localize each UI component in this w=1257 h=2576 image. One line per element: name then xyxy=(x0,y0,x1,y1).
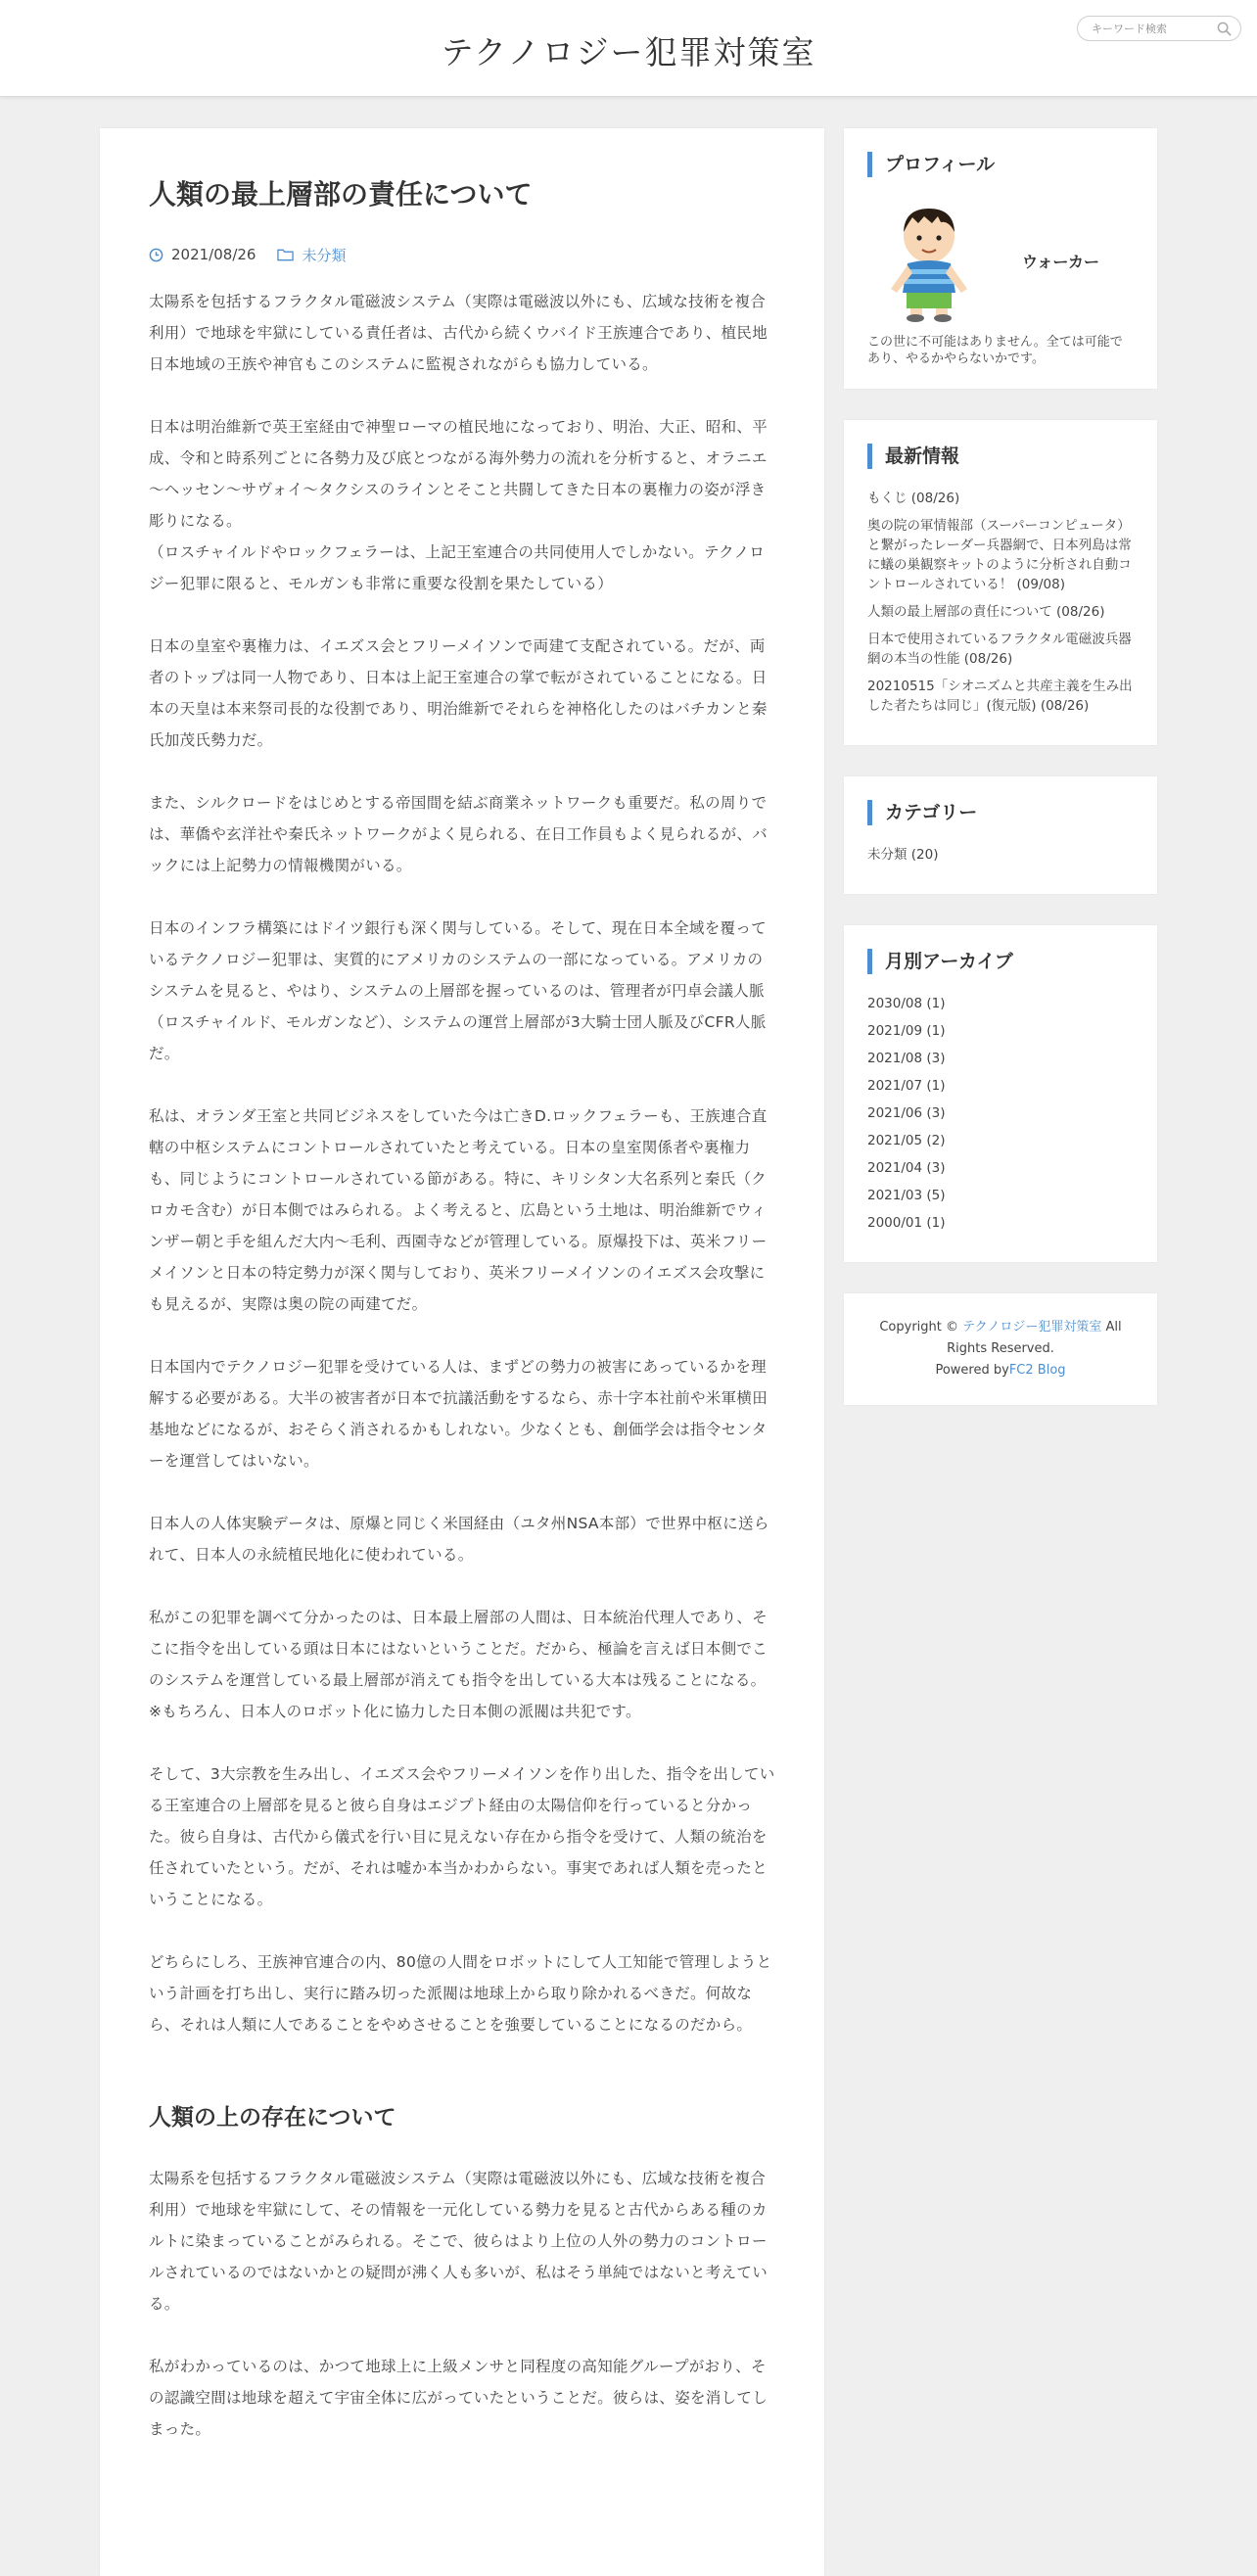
recent-item[interactable]: 人類の最上層部の責任について (08/26) xyxy=(867,604,1105,620)
widget-title: 月別アーカイブ xyxy=(867,949,1134,974)
main-content xyxy=(100,128,824,2576)
archive-item[interactable]: 2021/05 (2) xyxy=(867,1133,946,1148)
archive-widget xyxy=(844,925,1157,1262)
footer-widget xyxy=(844,1293,1157,1405)
site-header xyxy=(0,0,1257,97)
recent-widget xyxy=(844,420,1157,745)
post-paragraph: 太陽系を包括するフラクタル電磁波システム（実際は電磁波以外にも、広域な技術を複合利用）で地球を牢獄にして、その情報を一元化している勢力を見ると古代からある種のカルトに染まっていることがみられる。そこで、彼らはより上位の人外の勢力のコントロールされているのではないかとの疑問が沸く人も多いが、私はそう単純ではないと考えている。 xyxy=(149,2170,768,2314)
copyright-prefix: Copyright © xyxy=(879,1320,958,1335)
category-list xyxy=(867,845,1134,865)
post-paragraph: 日本のインフラ構築にはドイツ銀行も深く関与している。そして、現在日本全域を覆っているテクノロジー犯罪は、実質的にアメリカのシステムの一部になっている。アメリカのシステムを見ると、やはり、システムの上層部を握っているのは、管理者が円卓会議人脈（ロスチャイルド、モルガンなど）、システムの運営上層部が3大騎士団人脈及びCFR人脈だ。 xyxy=(149,919,767,1063)
recent-item[interactable]: 20210515「シオニズムと共産主義を生み出した者たちは同じ」(復元版) (08/26) xyxy=(867,679,1133,714)
folder-icon xyxy=(277,248,294,261)
archive-item[interactable]: 2030/08 (1) xyxy=(867,996,946,1011)
post-paragraph: 日本国内でテクノロジー犯罪を受けている人は、まずどの勢力の被害にあっているかを理解する必要がある。大半の被害者が日本で抗議活動をするなら、赤十字本社前や米軍横田基地などになるが、おそらく消されるかもしれない。少なくとも、創価学会は指令センターを運営してはいない。 xyxy=(149,1358,768,1471)
profile-name[interactable]: ウォーカー xyxy=(1022,252,1100,271)
post-category[interactable] xyxy=(277,245,346,265)
post-meta xyxy=(149,243,775,266)
profile-description: この世に不可能はありません。全ては可能であり、やるかやらないかです。 xyxy=(867,335,1123,366)
avatar xyxy=(875,197,983,324)
powered-line xyxy=(863,1360,1138,1382)
clock-icon xyxy=(149,248,163,262)
category-widget xyxy=(844,776,1157,894)
widget-title: カテゴリー xyxy=(867,800,1134,825)
profile-widget xyxy=(844,128,1157,389)
post-paragraph: 私がわかっているのは、かつて地球上に上級メンサと同程度の高知能グループがおり、その認識空間は地球を超えて宇宙全体に広がっていたということだ。彼らは、姿を消してしまった。 xyxy=(149,2358,768,2439)
archive-item[interactable]: 2021/07 (1) xyxy=(867,1078,946,1094)
post-paragraph: 日本の皇室や裏権力は、イエズス会とフリーメイソンで両建て支配されている。だが、両者のトップは同一人物であり、日本は上記王室連合の掌で転がされていることになる。日本の天皇は本来祭司長的な役割であり、明治維新でそれらを神格化したのはバチカンと秦氏加茂氏勢力だ。 xyxy=(149,637,768,750)
widget-title: 最新情報 xyxy=(867,444,1134,469)
archive-item[interactable]: 2021/04 (3) xyxy=(867,1160,946,1176)
post-category-link[interactable]: 未分類 xyxy=(302,246,347,264)
recent-item[interactable]: 奥の院の軍情報部（スーパーコンピュータ）と繋がったレーダー兵器網で、日本列島は常に蟻の巣観察キットのように分析され自動コントロールされている！ (09/08) xyxy=(867,518,1132,592)
archive-item[interactable]: 2000/01 (1) xyxy=(867,1215,946,1231)
category-item[interactable]: 未分類 (20) xyxy=(867,847,939,863)
profile-row xyxy=(867,197,1134,324)
powered-prefix: Powered by xyxy=(935,1363,1009,1378)
post-paragraph: 太陽系を包括するフラクタル電磁波システム（実際は電磁波以外にも、広域な技術を複合利用）で地球を牢獄にしている責任者は、古代から続くウバイド王族連合であり、植民地日本地域の王族や神官もこのシステムに監視されながらも協力している。 xyxy=(149,293,768,374)
site-link[interactable]: テクノロジー犯罪対策室 xyxy=(962,1320,1102,1335)
recent-list xyxy=(867,489,1134,716)
post-paragraph: 日本人の人体実験データは、原爆と同じく米国経由（ユタ州NSA本部）で世界中枢に送られて、日本人の永続植民地化に使われている。 xyxy=(149,1515,769,1565)
post-date-text: 2021/08/26 xyxy=(171,246,256,264)
post-title: 人類の最上層部の責任について xyxy=(149,178,533,211)
search-box[interactable] xyxy=(1077,16,1241,41)
section-heading: 人類の上の存在について xyxy=(149,2105,396,2131)
post-body xyxy=(149,286,775,2445)
archive-item[interactable]: 2021/03 (5) xyxy=(867,1188,946,1203)
recent-item[interactable]: 日本で使用されているフラクタル電磁波兵器網の本当の性能 (08/26) xyxy=(867,632,1132,667)
post-paragraph: 日本は明治維新で英王室経由で神聖ローマの植民地になっており、明治、大正、昭和、平成、令和と時系列ごとに各勢力及び底とつながる海外勢力の流れを分析すると、オラニエ～ヘッセン～サヴォイ～タクシスのラインとそこと共闘してきた日本の裏権力の姿が浮き彫りになる。 （ロスチャイルドやロックフェラーは、上記王室連合の共同使用人でしかない。テクノロジー犯罪に限ると、モルガンも非常に重要な役割を果たしている） xyxy=(149,418,768,593)
post-paragraph: 私がこの犯罪を調べて分かったのは、日本最上層部の人間は、日本統治代理人であり、そこに指令を出している頭は日本にはないということだ。だから、極論を言えば日本側でこのシステムを運営している最上層部が消えても指令を出している大本は残ることになる。 ※もちろん、日本人のロボット化に協力した日本側の派閥は共犯です。 xyxy=(149,1609,768,1721)
post xyxy=(100,128,824,2445)
search-input[interactable] xyxy=(1078,17,1205,40)
widget-title: プロフィール xyxy=(867,152,1134,177)
post-paragraph: また、シルクロードをはじめとする帝国間を結ぶ商業ネットワークも重要だ。私の周りでは、華僑や玄洋社や秦氏ネットワークがよく見られる、在日工作員もよく見られるが、バックには上記勢力の情報機関がいる。 xyxy=(149,794,768,875)
copyright-line xyxy=(863,1317,1138,1360)
archive-item[interactable]: 2021/08 (3) xyxy=(867,1051,946,1066)
recent-item[interactable]: もくじ (08/26) xyxy=(867,491,960,506)
search-icon[interactable] xyxy=(1217,22,1232,36)
sidebar xyxy=(844,128,1157,1436)
post-paragraph: そして、3大宗教を生み出し、イエズス会やフリーメイソンを作り出した、指令を出している王室連合の上層部を見ると彼ら自身はエジプト経由の太陽信仰を行っていると分かった。彼ら自身は、古代から儀式を行い目に見えない存在から指令を受けて、人類の統治を任されていたという。だが、それは嘘か本当かわからない。事実であれば人類を売ったということになる。 xyxy=(149,1765,775,1909)
fc2-blog-link[interactable]: FC2 Blog xyxy=(1008,1363,1066,1378)
archive-list xyxy=(867,994,1134,1233)
archive-item[interactable]: 2021/09 (1) xyxy=(867,1023,946,1039)
rights-text: All Rights Reserved. xyxy=(947,1320,1122,1356)
post-date xyxy=(149,246,256,263)
archive-item[interactable]: 2021/06 (3) xyxy=(867,1105,946,1121)
post-paragraph: どちらにしろ、王族神官連合の内、80億の人間をロボットにして人工知能で管理しようという計画を打ち出し、実行に踏み切った派閥は地球上から取り除かれるべきだ。何故なら、それは人類に人であることをやめさせることを強要していることになるのだから。 xyxy=(149,1953,772,2035)
post-paragraph: 私は、オランダ王室と共同ビジネスをしていた今は亡きD.ロックフェラーも、王族連合直轄の中枢システムにコントロールされていたと考えている。日本の皇室関係者や裏権力も、同じようにコントロールされている節がある。特に、キリシタン大名系列と秦氏（クロカモ含む）が日本側ではみられる。よく考えると、広島という土地は、明治維新でウィンザー朝と手を組んだ大内～毛利、西園寺などが管理している。原爆投下は、英米フリーメイソンと日本の特定勢力が深く関与しており、英米フリーメイソンのイエズス会攻撃にも見えるが、実際は奥の院の両建てだ。 xyxy=(149,1107,768,1314)
site-title[interactable]: テクノロジー犯罪対策室 xyxy=(441,33,816,71)
